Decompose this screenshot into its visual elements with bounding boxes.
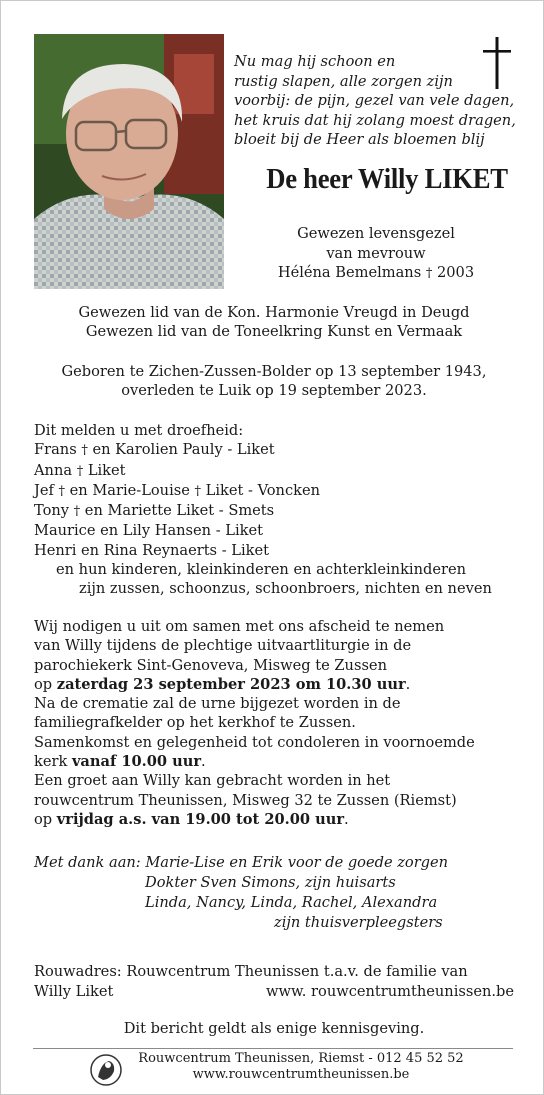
partner-line: Gewezen levensgezel bbox=[297, 225, 455, 242]
membership-line: Gewezen lid van de Kon. Harmonie Vreugd in Deugd bbox=[78, 304, 470, 321]
condolence-time: vanaf 10.00 uur bbox=[71, 753, 202, 771]
membership-line: Gewezen lid van de Toneelkring Kunst en Vermaak bbox=[85, 323, 463, 341]
thanks bbox=[34, 853, 514, 933]
portrait-photo bbox=[34, 34, 224, 289]
dagger-icon: † bbox=[76, 463, 84, 479]
dagger-icon: † bbox=[58, 483, 66, 499]
family-member: Frans † en Karolien Pauly - Liket bbox=[34, 441, 275, 459]
family-member: Maurice en Lily Hansen - Liket bbox=[34, 522, 263, 540]
poem-line: rustig slapen, alle zorgen zijn bbox=[234, 72, 453, 90]
thanks-line: Met dank aan: Marie-Lise en Erik voor de goede zorgen bbox=[34, 854, 449, 871]
footer-website[interactable]: www.rouwcentrumtheunissen.be bbox=[192, 1067, 410, 1082]
partner-name-line bbox=[234, 263, 518, 284]
condolence-time-line: kerk vanaf 10.00 uur. bbox=[34, 753, 206, 771]
funeral-line: rouwcentrum Theunissen, Misweg 32 te Zussen (Riemst) bbox=[34, 791, 457, 809]
death-line: overleden te Luik op 19 september 2023. bbox=[121, 382, 427, 400]
birth-line: Geboren te Zichen-Zussen-Bolder op 13 september 1943, bbox=[61, 363, 487, 380]
partner-info bbox=[234, 224, 518, 284]
deceased-name: De heer Willy LIKET bbox=[266, 163, 508, 195]
visit-time: vrijdag a.s. van 19.00 tot 20.00 uur bbox=[56, 810, 345, 828]
address-name: Willy Liket bbox=[34, 983, 114, 1000]
funeral-line: familiegrafkelder op het kerkhof te Zussen. bbox=[34, 714, 356, 732]
visit-time-line: op vrijdag a.s. van 19.00 tot 20.00 uur. bbox=[34, 810, 349, 828]
family-extra: zijn zussen, schoonzus, schoonbroers, nichten en neven bbox=[79, 580, 492, 598]
thanks-line: zijn thuisverpleegsters bbox=[274, 914, 443, 931]
funeral-date-line: op zaterdag 23 september 2023 om 10.30 uur. bbox=[34, 675, 411, 693]
poem-line: Nu mag hij schoon en bbox=[234, 53, 396, 70]
funeral-line: van Willy tijdens de plechtige uitvaartliturgie in de bbox=[34, 637, 412, 655]
family-extra: en hun kinderen, kleinkinderen en achterkleinkinderen bbox=[56, 561, 466, 579]
life-dates bbox=[34, 362, 514, 401]
dagger-icon: † bbox=[81, 443, 88, 459]
partner-name: Héléna Bemelmans bbox=[277, 264, 422, 281]
footer-divider bbox=[33, 1048, 513, 1049]
mourning-address bbox=[34, 962, 514, 1002]
dagger-icon: † bbox=[425, 266, 433, 281]
poem-line: bloeit bij de Heer als bloemen blij bbox=[234, 131, 485, 149]
dagger-icon: † bbox=[73, 504, 81, 520]
family-member: Anna † Liket bbox=[34, 461, 126, 479]
address-line: Rouwadres: Rouwcentrum Theunissen t.a.v. de familie van bbox=[34, 963, 468, 980]
footer bbox=[91, 1051, 511, 1083]
thanks-line: Dokter Sven Simons, zijn huisarts bbox=[145, 874, 396, 891]
poem-line: het kruis dat hij zolang moest dragen, bbox=[234, 111, 516, 129]
partner-year: 2003 bbox=[436, 264, 475, 281]
funeral-line: Na de crematie zal de urne bijgezet worden in de bbox=[34, 695, 401, 713]
funeral-date: zaterdag 23 september 2023 om 10.30 uur bbox=[56, 675, 406, 693]
footer-contact: Rouwcentrum Theunissen, Riemst - 012 45 52 52 bbox=[138, 1051, 464, 1066]
funeral-line: Wij nodigen u uit om samen met ons afscheid te nemen bbox=[34, 618, 445, 635]
funeral-line: parochiekerk Sint-Genoveva, Misweg te Zussen bbox=[34, 656, 387, 674]
funeral-details bbox=[34, 617, 524, 829]
funeral-line: Een groet aan Willy kan gebracht worden in het bbox=[34, 772, 391, 790]
partner-line: van mevrouw bbox=[326, 244, 426, 262]
thanks-line: Linda, Nancy, Linda, Rachel, Alexandra bbox=[145, 894, 438, 911]
family-member: Jef † en Marie-Louise † Liket - Voncken bbox=[34, 481, 321, 499]
funeral-line: Samenkomst en gelegenheid tot condoleren in voornoemde bbox=[34, 733, 475, 751]
notice: Dit bericht geldt als enige kennisgeving. bbox=[123, 1020, 425, 1037]
family-member: Henri en Rina Reynaerts - Liket bbox=[34, 541, 269, 559]
family-intro: Dit melden u met droefheid: bbox=[34, 422, 244, 439]
dagger-icon: † bbox=[194, 483, 202, 499]
memberships bbox=[34, 303, 514, 342]
cross-icon bbox=[481, 37, 513, 89]
address-website[interactable]: www. rouwcentrumtheunissen.be bbox=[266, 983, 514, 1000]
poem-line: voorbij: de pijn, gezel van vele dagen, bbox=[234, 92, 515, 110]
family-list bbox=[34, 421, 524, 599]
family-member: Tony † en Mariette Liket - Smets bbox=[34, 502, 275, 520]
